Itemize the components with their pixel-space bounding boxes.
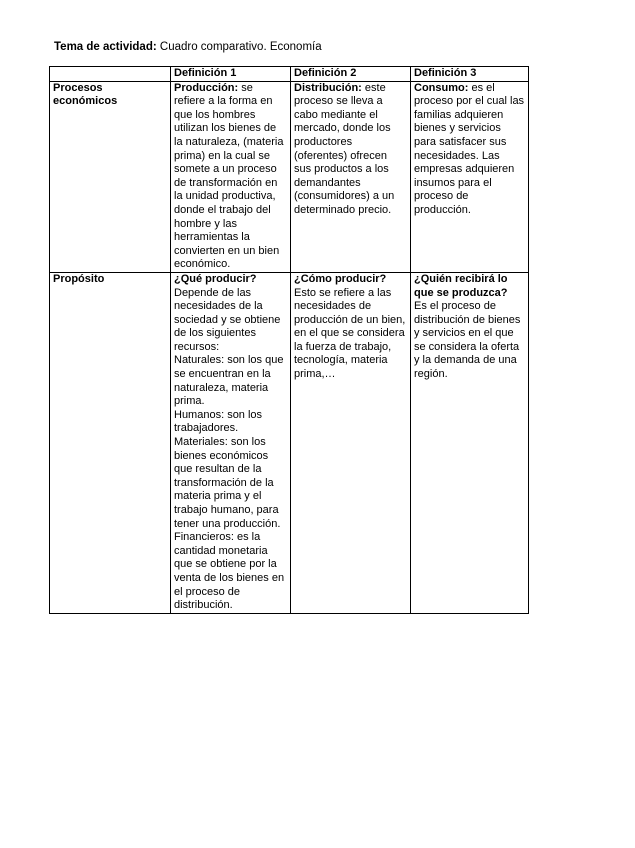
row-label-proposito: Propósito [50, 272, 171, 613]
cell-paragraph: Depende de las necesidades de la sociedad y se obtiene de los siguientes recursos: [174, 286, 281, 353]
table-header-row [50, 67, 529, 82]
comparison-table [49, 66, 529, 614]
activity-title [54, 41, 322, 53]
cell-bold: ¿Quién recibirá lo que se produzca? [414, 272, 508, 299]
cell-bold: ¿Cómo producir? [294, 272, 387, 285]
cell-bold: ¿Qué producir? [174, 272, 257, 285]
table-row [50, 81, 529, 272]
cell-distribucion [291, 81, 411, 272]
cell-quien-recibira [411, 272, 529, 613]
activity-title-label: Tema de actividad: [54, 41, 157, 53]
cell-paragraph: Materiales: son los bienes económicos que resultan de la transformación de la materia prima y el trabajo humano, para tener una producción. [174, 436, 281, 530]
cell-bold: Distribución: [294, 81, 362, 94]
cell-text: es el proceso por el cual las familias adquieren bienes y servicios para satisfacer sus necesidades. Las empresas adquieren insumos para el proceso de producción. [414, 81, 525, 216]
cell-paragraph: Esto se refiere a las necesidades de producción de un bien, en el que se considera la fuerza de trabajo, tecnología, materia prima,… [294, 286, 406, 381]
row-label-procesos: Procesos económicos [50, 81, 171, 272]
cell-bold: Producción: [174, 81, 239, 94]
header-cell-definition-1: Definición 1 [171, 67, 291, 82]
cell-text: se refiere a la forma en que los hombres utilizan los bienes de la naturaleza, (materia prima) en la cual se somete a un proceso de transformación en la unidad productiva, donde el trabajo del hombre y las herramientas la convierten en un bien económico. [174, 81, 284, 271]
table-row [50, 272, 529, 613]
cell-text: este proceso se lleva a cabo mediante el mercado, donde los productores (oferentes) ofrecen sus productos a los demandantes (consumidores) a un determinado precio. [294, 81, 395, 216]
cell-que-producir [171, 272, 291, 613]
cell-paragraph: Humanos: son los trabajadores. [174, 408, 263, 435]
cell-como-producir [291, 272, 411, 613]
header-cell-definition-3: Definición 3 [411, 67, 529, 82]
cell-bold: Consumo: [414, 81, 469, 94]
cell-consumo [411, 81, 529, 272]
cell-paragraph: Es el proceso de distribución de bienes y servicios en el que se considera la oferta y la demanda de una región. [414, 300, 521, 381]
cell-paragraph: Naturales: son los que se encuentran en la naturaleza, materia prima. [174, 354, 284, 408]
cell-paragraph: Financieros: es la cantidad monetaria que se obtiene por la venta de los bienes en el proceso de distribución. [174, 531, 285, 612]
cell-produccion [171, 81, 291, 272]
activity-title-text: Cuadro comparativo. Economía [159, 41, 322, 53]
header-cell-empty [50, 67, 171, 82]
header-cell-definition-2: Definición 2 [291, 67, 411, 82]
